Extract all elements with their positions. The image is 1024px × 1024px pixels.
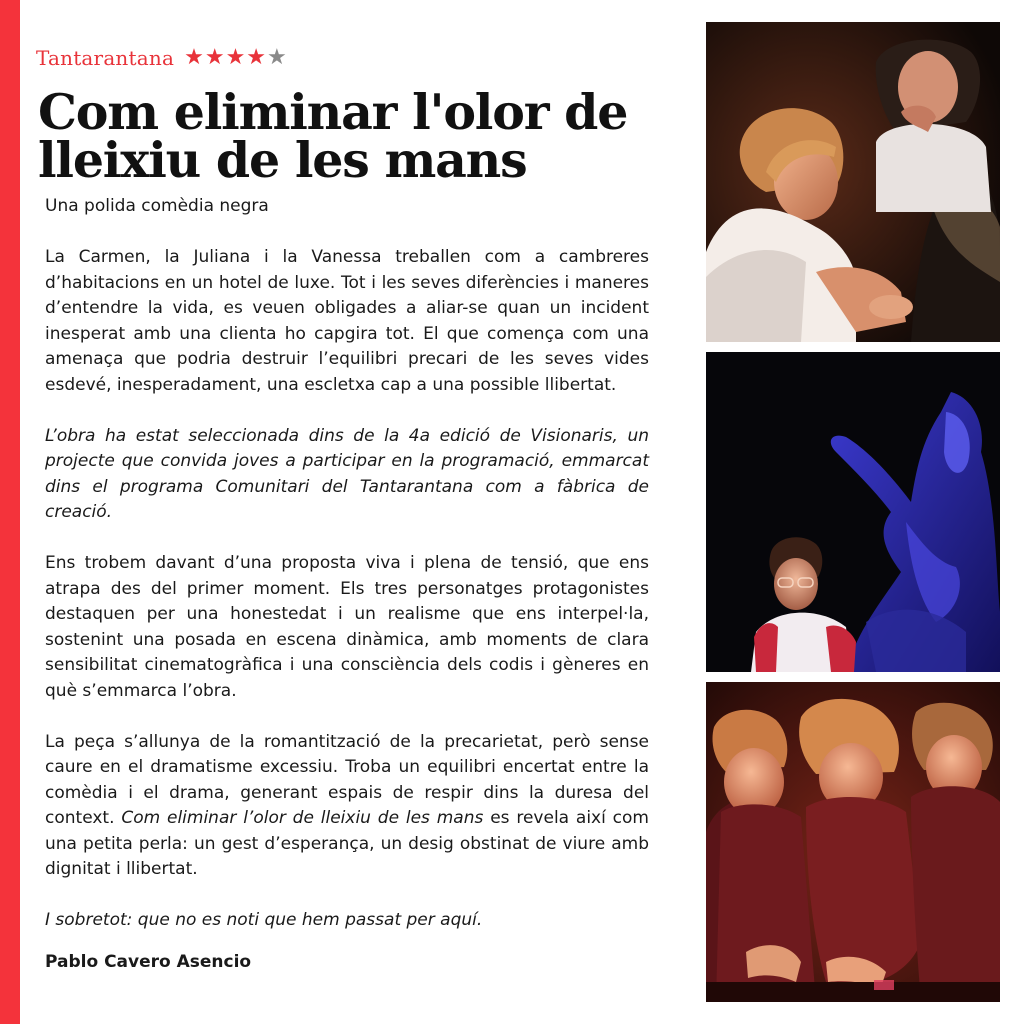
paragraph-plot: La Carmen, la Juliana i la Vanessa treballen com a cambreres d’habitacions en un hotel de luxe. Tot i les seves diferències i maneres d’entendre la vida, es veuen obligades a aliar-se quan un incident inesperat amb una clienta ho capgira tot. El que comença com una amenaça que podria destruir l’equilibri precari de les seves vides esdevé, inesperadament, una escletxa cap a una possible llibertat.	[45, 247, 649, 395]
venue-name: Tantarantana	[36, 46, 175, 70]
conclusion-text-1: La peça s’allunya de la romantització de la precarietat, però sense caure en el dramatisme excessiu. Troba un equilibri encertat entre la comèdia i el drama, generant espais de respir dins la duresa del context.	[45, 731, 649, 828]
stage-photo-3	[706, 682, 1000, 1002]
stage-photo-1-art	[706, 22, 1000, 342]
stage-photo-2	[706, 352, 1000, 672]
author-name: Pablo Cavero Asencio	[45, 951, 252, 972]
star-filled-icon: ★	[204, 45, 225, 70]
star-filled-icon: ★	[225, 45, 246, 70]
review-body	[45, 194, 649, 1001]
closing-line: I sobretot: que no es noti que hem passat per aquí.	[45, 910, 483, 930]
stage-photo-1	[706, 22, 1000, 342]
review-header	[36, 46, 287, 70]
star-filled-icon: ★	[246, 45, 267, 70]
review-subtitle: Una polida comèdia negra	[45, 196, 269, 216]
stage-photo-3-art	[706, 682, 1000, 1002]
accent-bar	[0, 0, 20, 1024]
review-title	[38, 83, 658, 189]
paragraph-visionaris: L’obra ha estat seleccionada dins de la 4a edició de Visionaris, un projecte que convida joves a participar en la programació, emmarcat dins el programa Comunitari del Tantarantana com a fàbrica de creació.	[45, 425, 649, 522]
paragraph-conclusion	[45, 730, 649, 883]
star-rating	[184, 47, 287, 69]
title-line-1: Com eliminar l'olor de	[38, 83, 628, 141]
conclusion-text-2: es revela així com una petita perla: un gest d’esperança, un desig obstinat de viure amb dignitat i llibertat.	[45, 808, 649, 879]
paragraph-performance: Ens trobem davant d’una proposta viva i plena de tensió, que ens atrapa des del primer moment. Els tres personatges protagonistes destaquen per una honestedat i un realisme que ens interpel·la, sostenint una posada en escena dinàmica, amb moments de clara sensibilitat cinematogràfica i una consciència dels codis i gèneres en què s’emmarca l’obra.	[45, 553, 649, 701]
star-filled-icon: ★	[184, 45, 204, 70]
title-line-2: lleixiu de les mans	[38, 131, 527, 189]
star-empty-icon: ★	[267, 45, 287, 70]
conclusion-play-title: Com eliminar l’olor de lleixiu de les mans	[121, 808, 484, 828]
stage-photo-2-art	[706, 352, 1000, 672]
